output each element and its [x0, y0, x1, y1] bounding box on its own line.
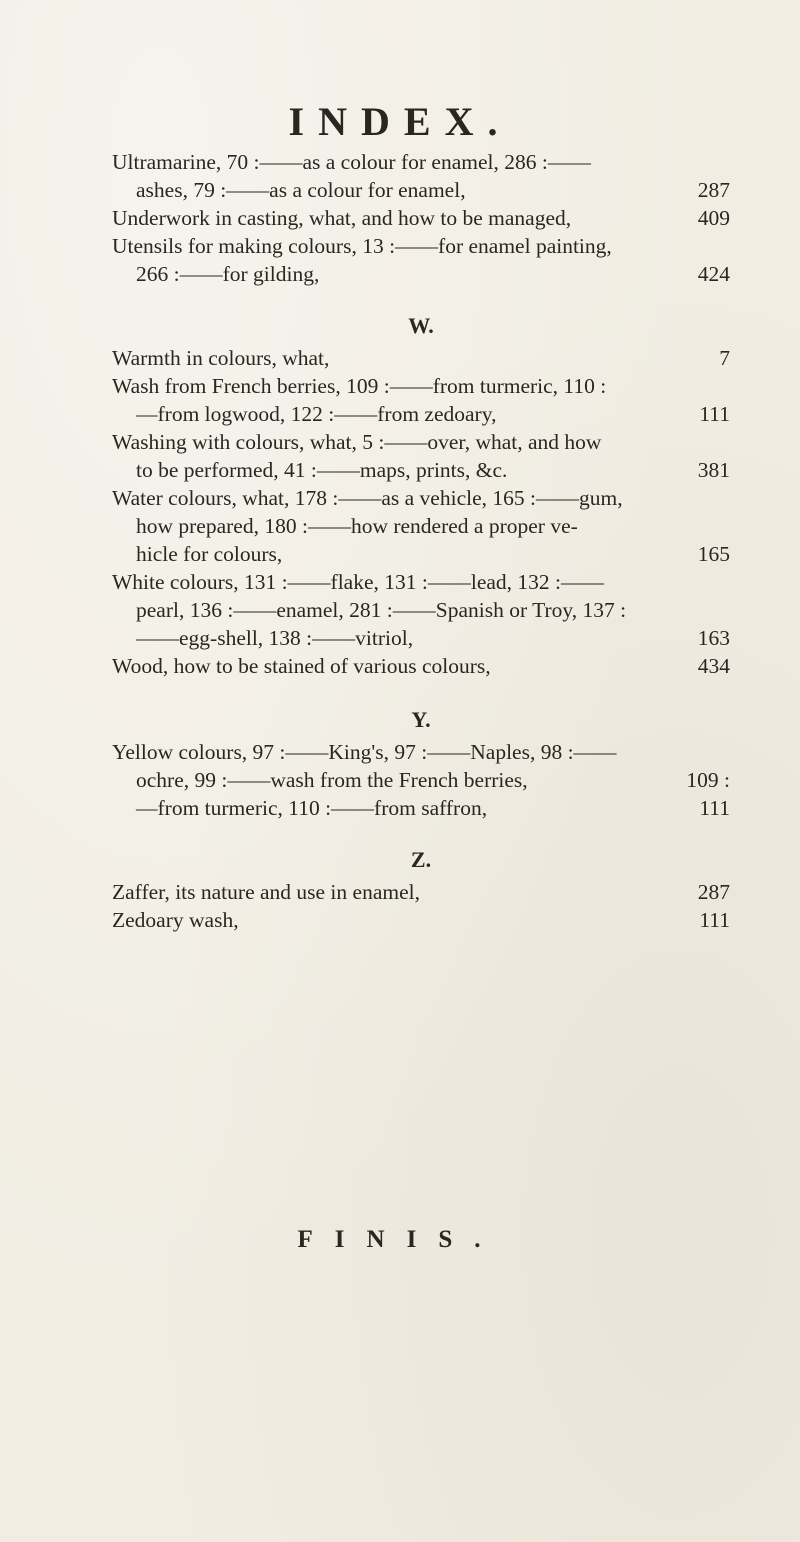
entry-text: Ultramarine, 70 :——as a colour for enamel, 286 :——: [112, 150, 591, 174]
index-entry: [112, 428, 730, 456]
index-entry: [112, 232, 730, 260]
entry-text: ochre, 99 :——wash from the French berries,: [136, 768, 528, 792]
index-entry: [112, 456, 730, 484]
entry-text: —from logwood, 122 :——from zedoary,: [136, 402, 497, 426]
entry-text: how prepared, 180 :——how rendered a proper ve-: [136, 514, 578, 538]
index-entry: [112, 540, 730, 568]
entry-text: —from turmeric, 110 :——from saffron,: [136, 796, 488, 820]
entry-text: Water colours, what, 178 :——as a vehicle, 165 :——gum,: [112, 486, 623, 510]
entry-text: hicle for colours,: [136, 542, 283, 566]
index-section-w: [112, 344, 730, 680]
index-entry: [112, 344, 730, 372]
entry-text: pearl, 136 :——enamel, 281 :——Spanish or Troy, 137 :: [136, 598, 627, 622]
index-entry: [112, 512, 730, 540]
entry-text: Wash from French berries, 109 :——from turmeric, 110 :: [112, 374, 607, 398]
index-section-u: [112, 148, 730, 288]
page-number: 409: [697, 206, 730, 230]
page-number: 7: [719, 346, 730, 370]
index-entry: [112, 484, 730, 512]
index-entry: [112, 766, 730, 794]
entry-text: ashes, 79 :——as a colour for enamel,: [136, 178, 466, 202]
page-number: 434: [697, 654, 730, 678]
index-entry: [112, 906, 730, 934]
index-entry: [112, 400, 730, 428]
page-number: 287: [697, 880, 730, 904]
entry-text: Warmth in colours, what,: [112, 346, 330, 370]
page-number: 165: [697, 542, 730, 566]
entry-text: Utensils for making colours, 13 :——for enamel painting,: [112, 234, 612, 258]
index-entry: [112, 568, 730, 596]
section-letter-w: W.: [408, 313, 434, 338]
index-entry: [112, 596, 730, 624]
entry-text: White colours, 131 :——flake, 131 :——lead, 132 :——: [112, 570, 605, 594]
index-entry: [112, 372, 730, 400]
entry-text: Washing with colours, what, 5 :——over, what, and how: [112, 430, 602, 454]
page-number: 111: [699, 402, 730, 426]
index-entry: [112, 204, 730, 232]
index-section-z: [112, 878, 730, 934]
entry-text: Underwork in casting, what, and how to be managed,: [112, 206, 572, 230]
entry-text: Wood, how to be stained of various colours,: [112, 654, 491, 678]
entry-text: Zedoary wash,: [112, 908, 239, 932]
index-entry: [112, 176, 730, 204]
entry-text: Yellow colours, 97 :——King's, 97 :——Naples, 98 :——: [112, 740, 617, 764]
entry-text: to be performed, 41 :——maps, prints, &c.: [136, 458, 508, 482]
entry-text: 266 :——for gilding,: [136, 262, 320, 286]
page-number: 111: [699, 796, 730, 820]
running-head: INDEX.: [288, 99, 512, 144]
page-number: 111: [699, 908, 730, 932]
finis-heading: FINIS.: [297, 1226, 503, 1253]
index-entry: [112, 878, 730, 906]
index-entry: [112, 794, 730, 822]
section-letter-z: Z.: [410, 847, 432, 872]
page-number: 287: [697, 178, 730, 202]
section-letter-y: Y.: [411, 707, 431, 732]
entry-text: ——egg-shell, 138 :——vitriol,: [136, 626, 414, 650]
index-entry: [112, 148, 730, 176]
page-number: 424: [697, 262, 730, 286]
index-entry: [112, 652, 730, 680]
index-section-y: [112, 738, 730, 822]
page-number: 381: [697, 458, 730, 482]
index-content: [112, 148, 730, 934]
page-number: 163: [697, 626, 730, 650]
page-number: 109 :: [686, 768, 730, 792]
index-entry: [112, 738, 730, 766]
index-entry: [112, 624, 730, 652]
entry-text: Zaffer, its nature and use in enamel,: [112, 880, 420, 904]
index-entry: [112, 260, 730, 288]
